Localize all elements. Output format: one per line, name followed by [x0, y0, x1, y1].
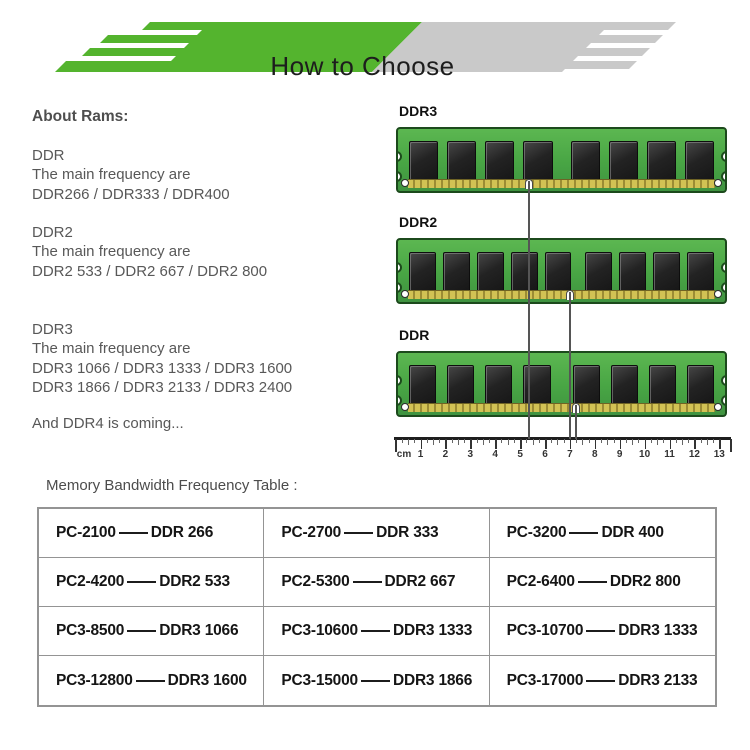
ruler-tick	[670, 439, 672, 449]
cell-ddr-label: DDR 266	[150, 524, 214, 541]
ddr3-sub: The main frequency are	[32, 340, 191, 358]
ruler-tick	[570, 439, 572, 449]
memory-chip	[443, 252, 470, 294]
ruler-tick	[694, 439, 696, 449]
mounting-hole	[714, 290, 722, 298]
cell-pc-label: PC-2700	[281, 524, 342, 541]
ruler-minor-tick	[501, 439, 502, 443]
ruler-minor-tick	[651, 439, 652, 443]
ruler-unit-label: cm	[396, 449, 412, 460]
frequency-table	[37, 507, 717, 707]
banner	[0, 20, 750, 81]
ruler-minor-tick	[458, 439, 459, 445]
cell-pc-label: PC3-15000	[281, 671, 358, 689]
dash-line	[119, 532, 148, 534]
ruler-number: 13	[713, 449, 725, 460]
chip-row	[409, 141, 714, 183]
ruler-tick	[719, 439, 721, 449]
dash-line	[353, 581, 382, 583]
ruler-minor-tick	[452, 439, 453, 443]
dash-line	[361, 630, 390, 632]
ruler-number: 6	[542, 449, 548, 460]
dash-line	[361, 680, 390, 682]
ruler-minor-tick	[589, 439, 590, 443]
ruler-minor-tick	[657, 439, 658, 445]
ruler-end-tick	[730, 439, 732, 452]
notch-guide-line	[575, 405, 577, 439]
ruler-number: 12	[688, 449, 700, 460]
ruler-tick	[421, 439, 423, 449]
ruler-tick	[545, 439, 547, 449]
edge-cutout	[721, 262, 727, 273]
ruler-minor-tick	[557, 439, 558, 445]
memory-chip	[619, 252, 646, 294]
memory-chip	[409, 141, 438, 183]
cell-ddr-label: DDR3 1333	[618, 622, 698, 639]
banner-stripe-gray-4	[539, 61, 637, 69]
ddr-name: DDR	[32, 147, 65, 164]
memory-chip	[609, 141, 638, 183]
ram-module-ddr2	[396, 238, 727, 304]
edge-cutout	[396, 262, 402, 273]
edge-cutout	[721, 151, 727, 162]
memory-chip	[685, 141, 714, 183]
ruler-minor-tick	[638, 439, 639, 443]
gold-contacts	[408, 180, 715, 188]
table-heading: Memory Bandwidth Frequency Table :	[46, 477, 298, 494]
ruler-minor-tick	[433, 439, 434, 445]
table-cell	[264, 656, 489, 705]
ruler-minor-tick	[601, 439, 602, 443]
ruler-minor-tick	[607, 439, 608, 445]
ruler-tick	[445, 439, 447, 449]
cell-ddr-label: DDR2 533	[159, 573, 230, 590]
memory-chip	[409, 252, 436, 294]
ruler-minor-tick	[551, 439, 552, 443]
cell-ddr-label: DDR3 1066	[159, 622, 239, 639]
ddr3-freq2: DDR3 1866 / DDR3 2133 / DDR3 2400	[32, 378, 293, 396]
ruler-minor-tick	[663, 439, 664, 443]
ruler-minor-tick	[626, 439, 627, 443]
dash-line	[127, 630, 156, 632]
about-heading: About Rams:	[32, 108, 129, 125]
ddr-section	[32, 146, 230, 204]
edge-cutout	[396, 151, 402, 162]
memory-chip	[687, 365, 714, 407]
memory-chip	[649, 365, 676, 407]
memory-chip	[611, 365, 638, 407]
ruler-number: 1	[417, 449, 424, 460]
ruler-number: 8	[592, 449, 598, 460]
ruler-minor-tick	[508, 439, 509, 445]
dash-line	[136, 680, 165, 682]
banner-stripe-green-1	[142, 22, 222, 30]
edge-cutout	[721, 171, 727, 182]
ruler-minor-tick	[564, 439, 565, 443]
table-cell	[39, 656, 264, 705]
ruler-tick	[520, 439, 522, 449]
cell-ddr-label: DDR3 1333	[392, 622, 473, 639]
ruler-tick	[495, 439, 497, 449]
chip-row	[409, 252, 714, 294]
memory-chip	[409, 365, 436, 407]
ddr3-freq1: DDR3 1066 / DDR3 1333 / DDR3 1600	[32, 359, 293, 377]
ddr2-sub: The main frequency are	[32, 243, 191, 261]
memory-chip	[485, 141, 514, 183]
ddr3-section	[32, 320, 292, 397]
ram-module-ddr	[396, 351, 727, 417]
ruler-number: 3	[467, 449, 474, 460]
notch-guide-line	[569, 292, 571, 439]
cell-pc-label: PC3-12800	[56, 671, 133, 689]
module-label-ddr: DDR	[399, 327, 430, 343]
ruler-minor-tick	[439, 439, 440, 443]
ram-module-ddr3	[396, 127, 727, 193]
ruler-number: 10	[639, 449, 651, 460]
ruler-minor-tick	[713, 439, 714, 443]
ruler-minor-tick	[533, 439, 534, 445]
dash-line	[586, 630, 615, 632]
table-cell	[264, 558, 489, 607]
ruler-minor-tick	[688, 439, 689, 443]
edge-cutout	[721, 375, 727, 386]
ruler-minor-tick	[414, 439, 415, 443]
ruler-minor-tick	[582, 439, 583, 445]
cell-ddr-label: DDR3 1866	[392, 671, 473, 689]
cell-pc-label: PC2-4200	[56, 573, 125, 590]
cell-pc-label: PC3-17000	[506, 671, 584, 689]
ruler-minor-tick	[539, 439, 540, 443]
mounting-hole	[714, 403, 722, 411]
table-cell	[490, 509, 715, 558]
ruler-minor-tick	[427, 439, 428, 443]
dash-line	[344, 532, 373, 534]
ruler-minor-tick	[632, 439, 633, 445]
memory-chip	[571, 141, 600, 183]
ruler-minor-tick	[614, 439, 615, 443]
gold-contacts	[408, 291, 715, 299]
table-cell	[490, 558, 715, 607]
cell-ddr-label: DDR2 800	[609, 573, 681, 590]
dash-line	[127, 581, 156, 583]
banner-stripe-green-2	[100, 35, 209, 43]
cell-pc-label: PC3-10700	[506, 622, 584, 639]
ruler-minor-tick	[402, 439, 403, 443]
cell-ddr-label: DDR3 2133	[618, 671, 698, 689]
banner-stripe-gray-1	[588, 22, 676, 30]
ruler-tick	[645, 439, 647, 449]
module-label-ddr3: DDR3	[399, 103, 438, 119]
ruler-number: 7	[567, 449, 573, 460]
cell-ddr-label: DDR2 667	[384, 573, 456, 590]
cell-pc-label: PC2-6400	[506, 573, 575, 590]
banner-stripe-gray-3	[554, 48, 650, 56]
ruler-tick	[595, 439, 597, 449]
ruler-number: 4	[492, 449, 498, 460]
banner-stripe-gray-2	[570, 35, 663, 43]
ruler-minor-tick	[576, 439, 577, 443]
module-label-ddr2: DDR2	[399, 214, 438, 230]
ruler-minor-tick	[489, 439, 490, 443]
cell-ddr-label: DDR 333	[376, 524, 439, 541]
gold-contacts	[408, 404, 715, 412]
ddr2-name: DDR2	[32, 224, 73, 241]
ddr3-name: DDR3	[32, 321, 73, 338]
ddr-freq: DDR266 / DDR333 / DDR400	[32, 185, 230, 203]
memory-chip	[485, 365, 512, 407]
memory-chip	[523, 141, 552, 183]
ddr2-freq: DDR2 533 / DDR2 667 / DDR2 800	[32, 262, 268, 280]
cell-pc-label: PC3-8500	[56, 622, 125, 639]
memory-chip	[447, 365, 474, 407]
ddr4-note: And DDR4 is coming...	[32, 415, 184, 432]
cell-pc-label: PC-3200	[506, 524, 567, 541]
mounting-hole	[401, 179, 409, 187]
dash-line	[578, 581, 607, 583]
ruler-minor-tick	[707, 439, 708, 445]
ruler-number: 2	[442, 449, 449, 460]
ruler-minor-tick	[477, 439, 478, 443]
mounting-hole	[401, 290, 409, 298]
ruler-minor-tick	[701, 439, 702, 443]
memory-chip	[687, 252, 714, 294]
table-cell	[264, 509, 489, 558]
memory-chip	[585, 252, 612, 294]
ruler-minor-tick	[676, 439, 677, 443]
memory-chip	[477, 252, 504, 294]
ddr2-section	[32, 223, 267, 281]
mounting-hole	[714, 179, 722, 187]
memory-chip	[447, 141, 476, 183]
memory-chip	[653, 252, 680, 294]
chip-row	[409, 365, 714, 407]
ddr-sub: The main frequency are	[32, 166, 191, 184]
cell-pc-label: PC-2100	[56, 524, 116, 541]
cell-ddr-label: DDR 400	[601, 524, 664, 541]
banner-stripe-green-4	[55, 61, 183, 72]
cell-ddr-label: DDR3 1600	[167, 671, 247, 689]
memory-chip	[545, 252, 572, 294]
memory-chip	[647, 141, 676, 183]
edge-cutout	[721, 282, 727, 293]
table-cell	[264, 607, 489, 656]
ruler-tick	[470, 439, 472, 449]
memory-chip	[573, 365, 600, 407]
cell-pc-label: PC2-5300	[281, 573, 350, 590]
ruler-minor-tick	[408, 439, 409, 445]
dash-line	[569, 532, 598, 534]
ruler-minor-tick	[483, 439, 484, 445]
ruler-number: 9	[616, 449, 623, 460]
table-cell	[39, 558, 264, 607]
memory-chip	[511, 252, 538, 294]
ruler-tick	[620, 439, 622, 449]
cell-pc-label: PC3-10600	[281, 622, 358, 639]
ruler-minor-tick	[464, 439, 465, 443]
edge-cutout	[396, 375, 402, 386]
ruler-minor-tick	[682, 439, 683, 445]
ruler	[394, 437, 732, 465]
ruler-number: 5	[517, 449, 523, 460]
dash-line	[586, 680, 615, 682]
table-cell	[490, 656, 715, 705]
table-cell	[39, 607, 264, 656]
mounting-hole	[401, 403, 409, 411]
table-cell	[39, 509, 264, 558]
ruler-number: 11	[664, 449, 675, 460]
table-cell	[490, 607, 715, 656]
banner-stripe-green-3	[82, 48, 196, 56]
ruler-minor-tick	[514, 439, 515, 443]
notch-guide-line	[528, 181, 530, 439]
ruler-minor-tick	[526, 439, 527, 443]
banner-title: How to Choose	[270, 51, 455, 81]
edge-cutout	[721, 395, 727, 406]
